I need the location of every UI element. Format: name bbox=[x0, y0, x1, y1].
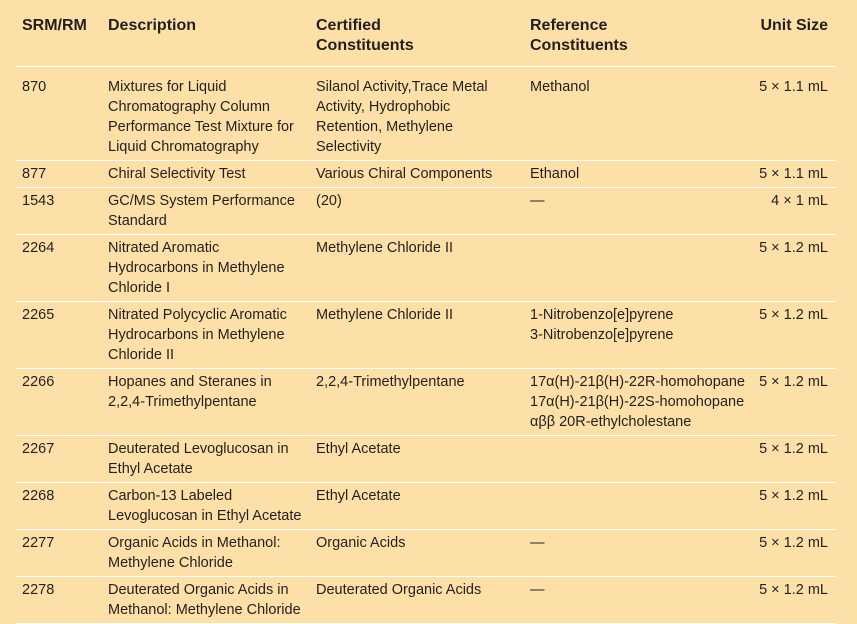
unit-size-cell: 4 × 1 mL bbox=[742, 188, 836, 235]
unit-size-cell: 5 × 1.2 mL bbox=[742, 577, 836, 624]
srm-number-cell: 870 bbox=[16, 67, 102, 161]
unit-size-cell: 5 × 1.2 mL bbox=[742, 483, 836, 530]
certified-constituents-cell: Various Chiral Components bbox=[310, 161, 524, 188]
srm-number-cell: 2265 bbox=[16, 302, 102, 369]
header-row bbox=[16, 10, 836, 67]
description-cell: Organic Acids in Methanol: Methylene Chloride bbox=[102, 530, 310, 577]
srm-table bbox=[16, 10, 836, 624]
unit-size-cell: 5 × 1.1 mL bbox=[742, 67, 836, 161]
table-row bbox=[16, 577, 836, 624]
certified-constituents-cell: Ethyl Acetate bbox=[310, 436, 524, 483]
srm-number-cell: 2266 bbox=[16, 369, 102, 436]
table-row bbox=[16, 188, 836, 235]
reference-constituent: Methanol bbox=[530, 79, 590, 95]
unit-size-cell: 5 × 1.2 mL bbox=[742, 235, 836, 302]
certified-constituents-cell: Deuterated Organic Acids bbox=[310, 577, 524, 624]
reference-constituents-cell bbox=[524, 161, 742, 188]
table-header bbox=[16, 10, 836, 67]
certified-constituents-cell: (20) bbox=[310, 188, 524, 235]
description-cell: Deuterated Organic Acids in Methanol: Methylene Chloride bbox=[102, 577, 310, 624]
reference-constituents-cell bbox=[524, 302, 742, 369]
table-body bbox=[16, 67, 836, 624]
certified-constituents-cell: Organic Acids bbox=[310, 530, 524, 577]
unit-size-cell: 5 × 1.2 mL bbox=[742, 302, 836, 369]
description-cell: Carbon-13 Labeled Levoglucosan in Ethyl Acetate bbox=[102, 483, 310, 530]
table-row bbox=[16, 235, 836, 302]
certified-constituents-cell: Methylene Chloride II bbox=[310, 302, 524, 369]
reference-constituent: Ethanol bbox=[530, 166, 580, 182]
table-row bbox=[16, 530, 836, 577]
header-description: Description bbox=[102, 10, 310, 67]
header-srm: SRM/RM bbox=[16, 10, 102, 67]
description-cell: Nitrated Aromatic Hydrocarbons in Methylene Chloride I bbox=[102, 235, 310, 302]
reference-constituents-cell bbox=[524, 483, 742, 530]
reference-constituents-cell bbox=[524, 188, 742, 235]
reference-constituents-cell bbox=[524, 235, 742, 302]
srm-number-cell: 2278 bbox=[16, 577, 102, 624]
certified-constituents-cell: Methylene Chloride II bbox=[310, 235, 524, 302]
reference-constituent: 3-Nitrobenzo[e]pyrene bbox=[530, 327, 674, 343]
srm-number-cell: 877 bbox=[16, 161, 102, 188]
reference-constituents-cell bbox=[524, 369, 745, 436]
table-row bbox=[16, 369, 836, 436]
description-cell: Hopanes and Steranes in 2,2,4-Trimethylpentane bbox=[102, 369, 310, 436]
srm-number-cell: 2267 bbox=[16, 436, 102, 483]
reference-constituent: 17α(H)-21β(H)-22R-homohopane bbox=[530, 374, 745, 390]
description-cell: GC/MS System Performance Standard bbox=[102, 188, 310, 235]
reference-constituent: — bbox=[530, 193, 545, 209]
table-row bbox=[16, 302, 836, 369]
srm-number-cell: 1543 bbox=[16, 188, 102, 235]
header-certified: Certified Constituents bbox=[310, 10, 524, 67]
description-cell: Mixtures for Liquid Chromatography Column Performance Test Mixture for Liquid Chromatography bbox=[102, 67, 310, 161]
srm-number-cell: 2277 bbox=[16, 530, 102, 577]
header-reference: Reference Constituents bbox=[524, 10, 742, 67]
certified-constituents-cell: Silanol Activity,Trace Metal Activity, Hydrophobic Retention, Methylene Selectivity bbox=[310, 67, 524, 161]
table-row bbox=[16, 161, 836, 188]
certified-constituents-cell: 2,2,4-Trimethylpentane bbox=[310, 369, 524, 436]
srm-number-cell: 2268 bbox=[16, 483, 102, 530]
reference-constituent: αββ 20R-ethylcholestane bbox=[530, 414, 692, 430]
reference-constituents-cell bbox=[524, 67, 742, 161]
reference-constituents-cell bbox=[524, 436, 742, 483]
description-cell: Deuterated Levoglucosan in Ethyl Acetate bbox=[102, 436, 310, 483]
unit-size-cell: 5 × 1.2 mL bbox=[742, 369, 836, 436]
certified-constituents-cell: Ethyl Acetate bbox=[310, 483, 524, 530]
unit-size-cell: 5 × 1.2 mL bbox=[742, 530, 836, 577]
reference-constituent: 17α(H)-21β(H)-22S-homohopane bbox=[530, 394, 745, 410]
table-row bbox=[16, 436, 836, 483]
srm-number-cell: 2264 bbox=[16, 235, 102, 302]
table-row bbox=[16, 67, 836, 161]
header-unit-size: Unit Size bbox=[742, 10, 836, 67]
description-cell: Chiral Selectivity Test bbox=[102, 161, 310, 188]
reference-constituents-cell bbox=[524, 530, 742, 577]
table-row bbox=[16, 483, 836, 530]
reference-constituents-cell bbox=[524, 577, 742, 624]
reference-constituent: — bbox=[530, 535, 545, 551]
description-cell: Nitrated Polycyclic Aromatic Hydrocarbons in Methylene Chloride II bbox=[102, 302, 310, 369]
unit-size-cell: 5 × 1.2 mL bbox=[742, 436, 836, 483]
unit-size-cell: 5 × 1.1 mL bbox=[742, 161, 836, 188]
reference-constituent: 1-Nitrobenzo[e]pyrene bbox=[530, 307, 674, 323]
reference-constituent: — bbox=[530, 582, 545, 598]
